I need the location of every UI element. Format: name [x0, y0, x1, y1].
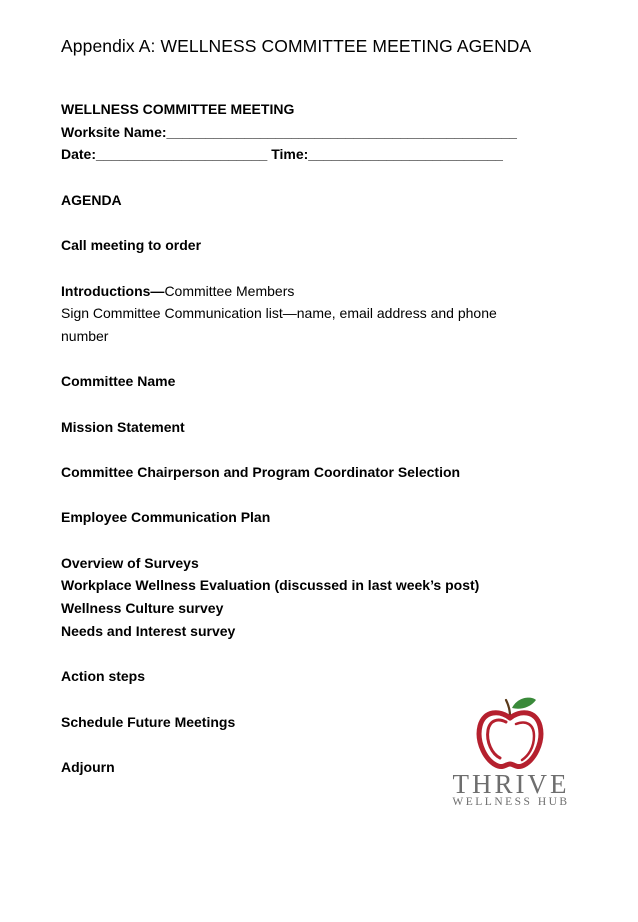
spacer — [61, 348, 581, 371]
spacer — [61, 529, 581, 552]
logo-main-text: THRIVE — [452, 769, 570, 799]
introductions-label: Introductions— — [61, 282, 165, 299]
agenda-item-communication-plan: Employee Communication Plan — [61, 509, 271, 526]
spacer — [61, 211, 581, 234]
agenda-heading: AGENDA — [61, 191, 122, 208]
date-label: Date: — [61, 146, 97, 163]
time-label: Time: — [271, 146, 309, 163]
spacer — [61, 484, 581, 507]
sign-communication-list: Sign Committee Communication list—name, email address and phone number — [61, 305, 497, 344]
agenda-item-chair-selection: Committee Chairperson and Program Coordinator Selection — [61, 464, 461, 481]
survey-needs-interest: Needs and Interest survey — [61, 622, 236, 639]
spacer — [61, 257, 581, 280]
meeting-heading: WELLNESS COMMITTEE MEETING — [61, 101, 295, 117]
thrive-wellness-hub-logo — [446, 694, 576, 806]
apple-icon — [446, 694, 576, 770]
agenda-item-call-to-order: Call meeting to order — [61, 237, 202, 254]
spacer — [61, 438, 581, 461]
introductions-text: Committee Members — [164, 282, 295, 299]
agenda-item-committee-name: Committee Name — [61, 373, 176, 390]
agenda-document — [61, 98, 581, 779]
agenda-item-future-meetings: Schedule Future Meetings — [61, 713, 236, 730]
survey-workplace-wellness: Workplace Wellness Evaluation (discussed in last week’s post) — [61, 577, 480, 594]
logo-sub-text: WELLNESS HUB — [452, 796, 570, 808]
spacer — [61, 643, 581, 666]
agenda-item-introductions — [61, 280, 581, 303]
logo-text — [446, 770, 576, 808]
agenda-item-surveys-overview: Overview of Surveys — [61, 554, 199, 571]
date-blank: ______________________ — [96, 146, 268, 163]
agenda-item-action-steps: Action steps — [61, 668, 146, 685]
spacer — [61, 166, 581, 189]
agenda-item-adjourn: Adjourn — [61, 758, 115, 775]
spacer — [61, 393, 581, 416]
page-title: Appendix A: WELLNESS COMMITTEE MEETING AGENDA — [61, 36, 532, 56]
date-time-row — [61, 143, 581, 166]
agenda-item-mission-statement: Mission Statement — [61, 418, 185, 435]
survey-wellness-culture: Wellness Culture survey — [61, 600, 224, 617]
worksite-name-field: Worksite Name:_____________________________________________ — [61, 123, 517, 140]
time-blank: _________________________ — [308, 146, 503, 163]
